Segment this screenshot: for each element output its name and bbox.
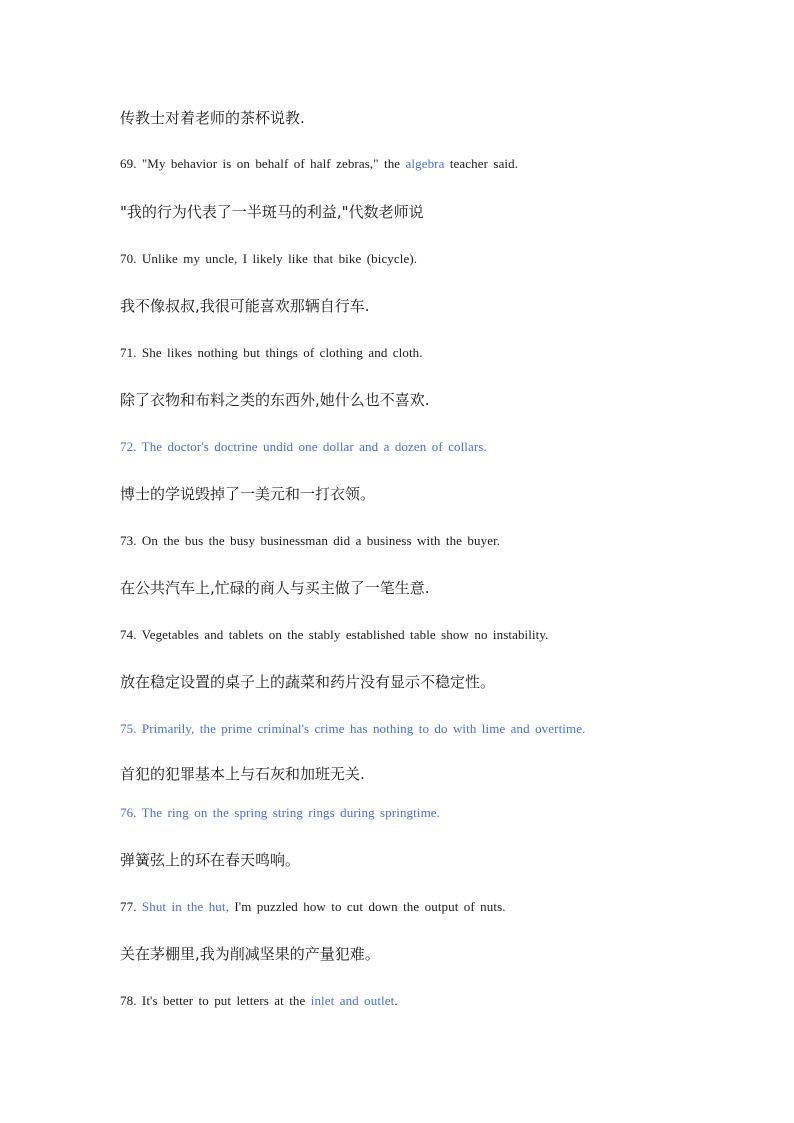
english-sentence: [120, 805, 440, 821]
chinese-translation: [120, 201, 424, 222]
english-sentence: [120, 533, 500, 549]
chinese-translation: [120, 483, 375, 504]
text-segment: 在公共汽车上,忙碌的商人与买主做了一笔生意.: [120, 579, 430, 597]
english-sentence: [120, 345, 423, 361]
text-segment: 71. She likes nothing but things of clothing and cloth.: [120, 345, 423, 360]
english-sentence: [120, 251, 417, 267]
chinese-translation: [120, 671, 495, 692]
highlighted-text: 72. The doctor's doctrine undid one dollar and a dozen of collars.: [120, 439, 487, 454]
chinese-translation: [120, 943, 380, 964]
english-sentence: [120, 439, 487, 455]
text-segment: 70. Unlike my uncle, I likely like that bike (bicycle).: [120, 251, 418, 266]
text-segment: 74. Vegetables and tablets on the stably established table show no instability.: [120, 627, 549, 642]
highlighted-text: Shut in the hut,: [141, 899, 229, 914]
highlighted-text: inlet and outlet: [310, 993, 395, 1008]
text-segment: 首犯的犯罪基本上与石灰和加班无关.: [120, 765, 365, 783]
highlighted-text: algebra: [405, 156, 445, 171]
text-segment: 78. It's better to put letters at the: [120, 993, 311, 1008]
text-segment: 传教士对着老师的茶杯说教.: [120, 109, 305, 127]
text-segment: 博士的学说毁掉了一美元和一打衣领。: [120, 485, 376, 503]
text-segment: "我的行为代表了一半斑马的利益,"代数老师说: [120, 203, 424, 221]
text-segment: 我不像叔叔,我很可能喜欢那辆自行车.: [120, 297, 370, 315]
chinese-translation: [120, 389, 430, 410]
english-sentence: [120, 899, 506, 915]
text-segment: 77.: [120, 899, 142, 914]
text-segment: 73. On the bus the busy businessman did a business with the buyer.: [120, 533, 501, 548]
text-segment: 69. "My behavior is on behalf of half zebras," the: [120, 156, 406, 171]
chinese-translation: [120, 107, 305, 128]
text-segment: teacher said.: [444, 156, 519, 171]
text-segment: 除了衣物和布料之类的东西外,她什么也不喜欢.: [120, 391, 430, 409]
text-segment: I'm puzzled how to cut down the output of nuts.: [228, 899, 506, 914]
text-segment: 放在稳定设置的桌子上的蔬菜和药片没有显示不稳定性。: [120, 673, 496, 691]
chinese-translation: [120, 577, 430, 598]
text-segment: .: [394, 993, 398, 1008]
english-sentence: [120, 627, 549, 643]
highlighted-text: 76. The ring on the spring string rings during springtime.: [120, 805, 441, 820]
chinese-translation: [120, 763, 365, 784]
english-sentence: [120, 721, 585, 737]
chinese-translation: [120, 849, 300, 870]
english-sentence: [120, 993, 398, 1009]
text-segment: 关在茅棚里,我为削减坚果的产量犯难。: [120, 945, 380, 963]
english-sentence: [120, 156, 518, 172]
chinese-translation: [120, 295, 370, 316]
text-segment: 弹簧弦上的环在春天鸣响。: [120, 851, 301, 869]
highlighted-text: 75. Primarily, the prime criminal's crime has nothing to do with lime and overtime.: [120, 721, 586, 736]
